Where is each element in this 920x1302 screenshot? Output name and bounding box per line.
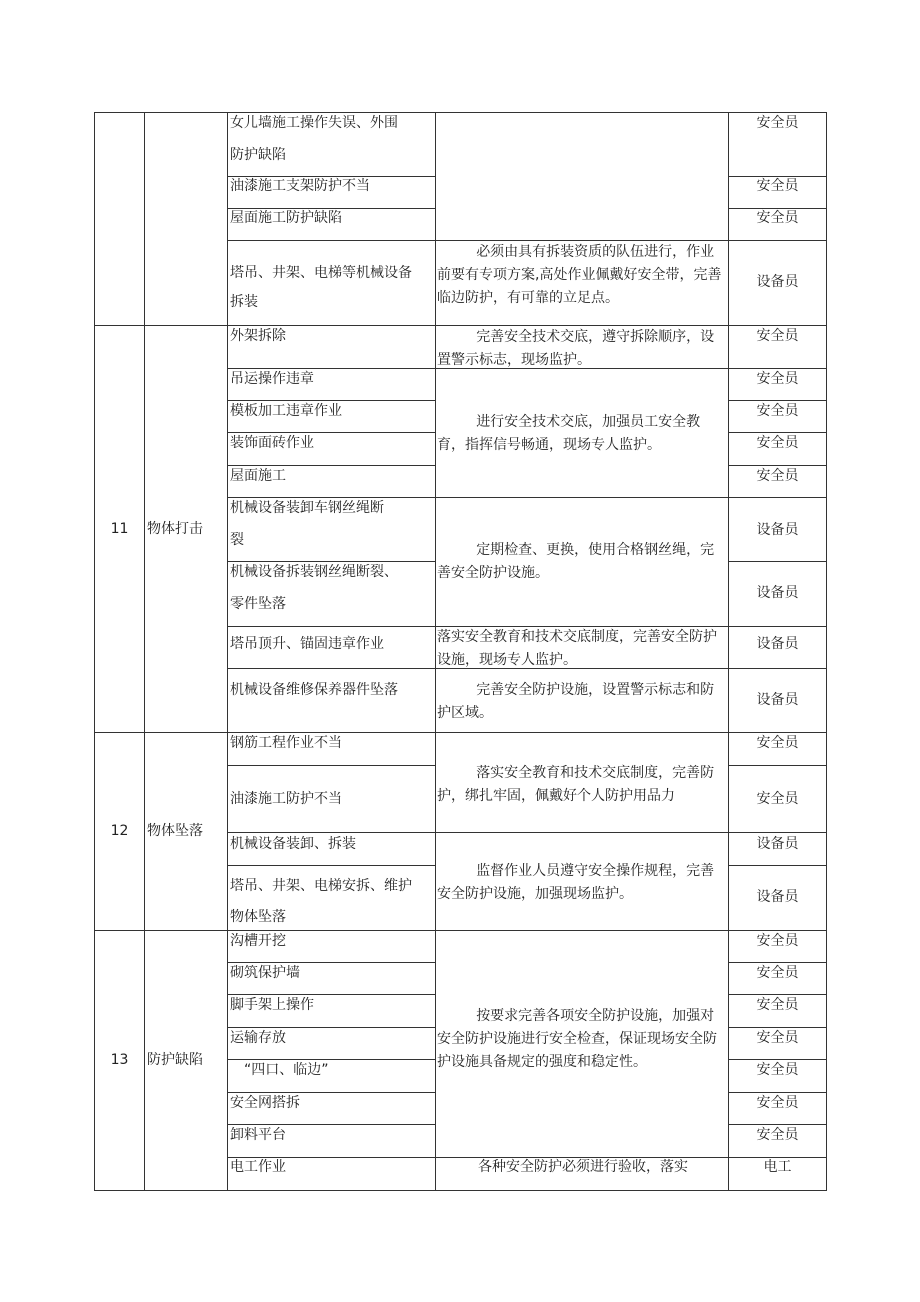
responsible-cell: 安全员	[756, 735, 799, 751]
hazard-cell: 机械设备装卸车钢丝绳断	[230, 500, 384, 516]
measure-cell: 按要求完善各项安全防护设施，加强对安全防护设施进行安全检查，保证现场安全防护设施具备规定的强度和稳定性。	[437, 1008, 717, 1070]
hazard-cell: 塔吊、井架、电梯等机械设备	[230, 265, 412, 281]
row-number: 11	[110, 521, 129, 537]
measure-cell: 落实安全教育和技术交底制度，完善安全防护设施，现场专人监护。	[437, 629, 717, 668]
hazard-cell: 卸料平台	[230, 1127, 286, 1143]
responsible-cell: 安全员	[756, 178, 799, 194]
measure-cell: 完善安全防护设施，设置警示标志和防护区域。	[437, 682, 715, 721]
responsible-cell: 安全员	[756, 997, 799, 1013]
hazard-cell: 安全网搭拆	[230, 1095, 300, 1111]
hazard-cell: 机械设备维修保养器件坠落	[230, 682, 398, 698]
hazard-cell: 砌筑保护墙	[230, 965, 300, 981]
hazard-cell: 机械设备装卸、拆装	[230, 836, 356, 852]
hazard-cell: 钢筋工程作业不当	[230, 735, 342, 751]
measure-cell: 进行安全技术交底，加强员工安全教育，指挥信号畅通，现场专人监护。	[437, 414, 701, 453]
hazard-cell: 女儿墙施工操作失误、外围	[230, 115, 398, 131]
measure-cell: 必须由具有拆装资质的队伍进行，作业前要有专项方案,高处作业佩戴好安全带，完善临边防护，有可靠的立足点。	[437, 244, 722, 306]
responsible-cell: 设备员	[756, 522, 799, 538]
hazard-cell: 外架拆除	[230, 328, 286, 344]
hazard-cell-line2: 防护缺陷	[230, 147, 286, 163]
hazard-cell-line2: 裂	[230, 532, 244, 548]
hazard-category: 物体坠落	[147, 823, 203, 839]
responsible-cell: 安全员	[756, 1127, 799, 1143]
responsible-cell: 安全员	[756, 1030, 799, 1046]
hazard-cell: 吊运操作违章	[230, 371, 314, 387]
hazard-cell: 沟槽开挖	[230, 933, 286, 949]
hazard-cell: 运输存放	[230, 1030, 286, 1046]
hazard-cell: “四口、临边”	[244, 1062, 329, 1078]
responsible-cell: 设备员	[756, 636, 799, 652]
hazard-cell: 屋面施工	[230, 468, 286, 484]
responsible-cell: 设备员	[756, 692, 799, 708]
hazard-cell: 屋面施工防护缺陷	[230, 210, 342, 226]
responsible-cell: 电工	[763, 1159, 792, 1175]
measure-cell: 监督作业人员遵守安全操作规程，完善安全防护设施，加强现场监护。	[437, 863, 715, 902]
responsible-cell: 设备员	[756, 585, 799, 601]
hazard-category: 防护缺陷	[147, 1052, 203, 1068]
hazard-cell: 油漆施工防护不当	[230, 791, 342, 807]
responsible-cell: 安全员	[756, 403, 799, 419]
responsible-cell: 安全员	[756, 1062, 799, 1078]
responsible-cell: 安全员	[756, 115, 799, 131]
hazard-cell: 油漆施工支架防护不当	[230, 178, 370, 194]
responsible-cell: 安全员	[756, 328, 799, 344]
hazard-category: 物体打击	[147, 521, 203, 537]
measure-cell: 各种安全防护必须进行验收，落实	[478, 1159, 688, 1175]
hazard-cell: 塔吊顶升、锚固违章作业	[230, 636, 384, 652]
hazard-cell: 塔吊、井架、电梯安拆、维护	[230, 878, 412, 894]
responsible-cell: 安全员	[756, 791, 799, 807]
responsible-cell: 安全员	[756, 933, 799, 949]
row-number: 13	[110, 1052, 129, 1068]
hazard-cell: 脚手架上操作	[230, 997, 314, 1013]
responsible-cell: 安全员	[756, 468, 799, 484]
row-number: 12	[110, 823, 129, 839]
measure-cell: 完善安全技术交底，遵守拆除顺序，设置警示标志，现场监护。	[437, 329, 715, 368]
responsible-cell: 设备员	[756, 889, 799, 905]
responsible-cell: 设备员	[756, 836, 799, 852]
hazard-cell-line2: 拆装	[230, 294, 258, 310]
hazard-cell-line2: 零件坠落	[230, 596, 286, 612]
hazard-cell: 装饰面砖作业	[230, 435, 314, 451]
responsible-cell: 安全员	[756, 371, 799, 387]
responsible-cell: 设备员	[756, 274, 799, 290]
hazard-cell: 模板加工违章作业	[230, 403, 342, 419]
hazard-cell: 机械设备拆装钢丝绳断裂、	[230, 564, 398, 580]
responsible-cell: 安全员	[756, 1095, 799, 1111]
responsible-cell: 安全员	[756, 435, 799, 451]
hazard-cell: 电工作业	[230, 1159, 286, 1175]
hazard-cell-line2: 物体坠落	[230, 909, 286, 925]
responsible-cell: 安全员	[756, 965, 799, 981]
measure-cell: 定期检查、更换，使用合格钢丝绳，完善安全防护设施。	[437, 542, 715, 581]
measure-cell: 落实安全教育和技术交底制度，完善防护，绑扎牢固，佩戴好个人防护用品力	[437, 765, 715, 804]
responsible-cell: 安全员	[756, 210, 799, 226]
